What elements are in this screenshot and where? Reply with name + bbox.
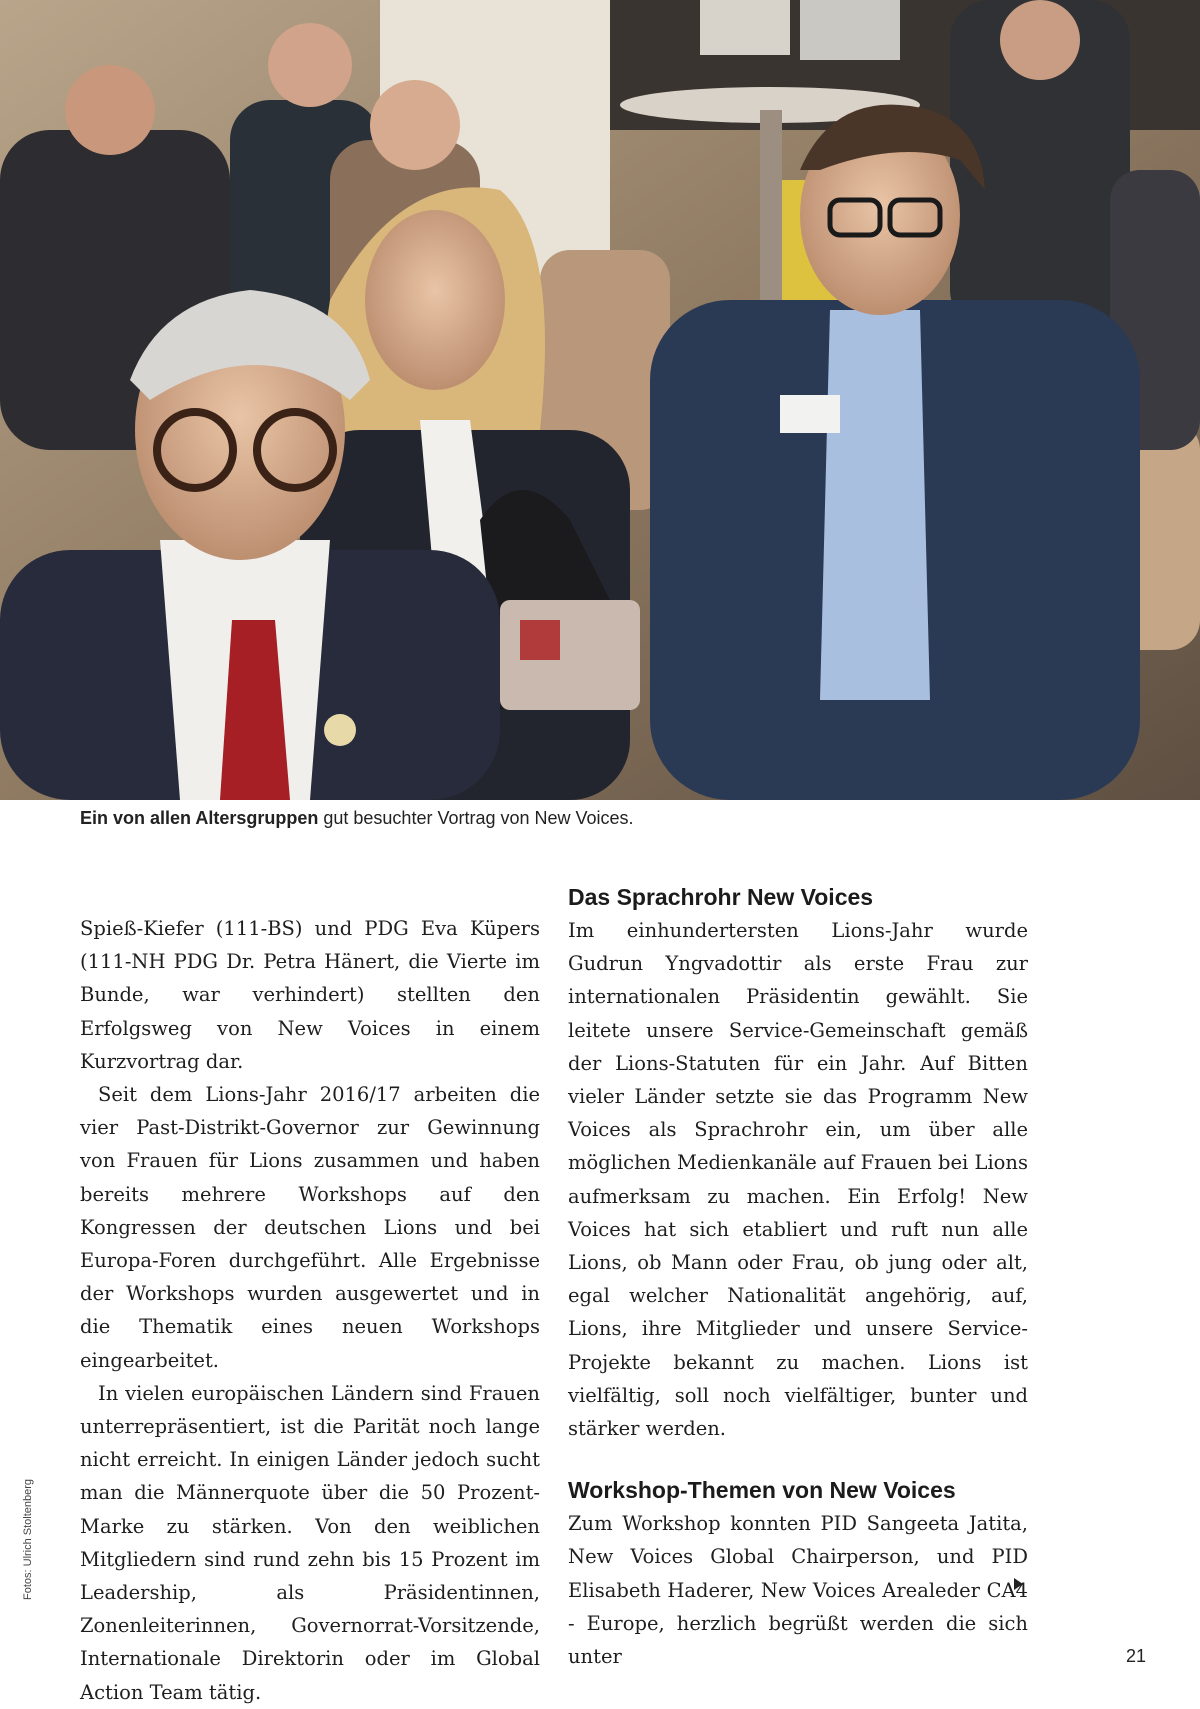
photo-caption-bold: Ein von allen Altersgruppen bbox=[80, 808, 319, 828]
paragraph-workshop: Zum Workshop konnten PID Sangeeta Jatita, New Voices Global Chairperson, und PID Elisabeth Haderer, New Voices Arealeder CA4 - Europe, herzlich begrüßt werden die sich unter bbox=[568, 1512, 1028, 1669]
paragraph-2: Seit dem Lions-Jahr 2016/17 arbeiten die vier Past-Distrikt-Governor zur Gewinnung von Frauen für Lions zusammen und haben bereits mehrere Workshops auf den Kongressen der deutschen Lions und bei Europa-Foren durchgeführt. Alle Ergebnisse der Workshops wurden ausgewertet und in die Thematik eines neuen Workshops eingearbeitet. bbox=[80, 1083, 540, 1372]
left-text-column bbox=[80, 912, 540, 1709]
paragraph-1: Spieß-Kiefer (111-BS) und PDG Eva Küpers (111-NH PDG Dr. Petra Hänert, die Vierte im Bunde, war verhindert) stellten den Erfolgsweg von New Voices in einem Kurzvortrag dar. bbox=[80, 917, 540, 1073]
right-text-column bbox=[568, 884, 1028, 1673]
section-heading-sprachrohr: Das Sprachrohr New Voices bbox=[568, 884, 874, 910]
paragraph-sprachrohr: Im einhundertersten Lions-Jahr wurde Gudrun Yngvadottir als erste Frau zur internationalen Präsidentin gewählt. Sie leitete unsere Service-Gemeinschaft gemäß der Lions-Statuten für ein Jahr. Auf Bitten vieler Länder setzte sie das Programm New Voices als Sprachrohr ein, um über alle möglichen Medienkanäle auf Frauen bei Lions aufmerksam zu machen. Ein Erfolg! New Voices hat sich etabliert und ruft nun alle Lions, ob Mann oder Frau, ob jung oder alt, egal welcher Nationalität angehörig, auf, Lions, ihre Mitglieder und unsere Service-Projekte bekannt zu machen. Lions ist vielfältig, soll noch vielfältiger, bunter und stärker werden. bbox=[568, 919, 1028, 1441]
photo-credit: Fotos: Ulrich Stoltenberg bbox=[22, 1478, 34, 1600]
photo-caption bbox=[80, 808, 1080, 829]
photo-illustration bbox=[0, 0, 1200, 800]
continue-arrow-icon bbox=[1014, 1578, 1023, 1590]
section-heading-workshop: Workshop-Themen von New Voices bbox=[568, 1477, 956, 1504]
photo-caption-rest: gut besuchter Vortrag von New Voices. bbox=[318, 808, 634, 828]
page-number: 21 bbox=[1126, 1646, 1147, 1666]
event-photo bbox=[0, 0, 1200, 800]
paragraph-3: In vielen europäischen Ländern sind Frauen unterrepräsentiert, ist die Parität noch lange nicht erreicht. In einigen Länder jedoch sucht man die Männerquote über die 50 Prozent-Marke zu stärken. Von den weiblichen Mitgliedern sind rund zehn bis 15 Prozent im Leadership, als Präsidentinnen, Zonenleiterinnen, Governorrat-Vorsitzende, Internationale Direktorin oder im Global Action Team tätig. bbox=[80, 1381, 540, 1704]
